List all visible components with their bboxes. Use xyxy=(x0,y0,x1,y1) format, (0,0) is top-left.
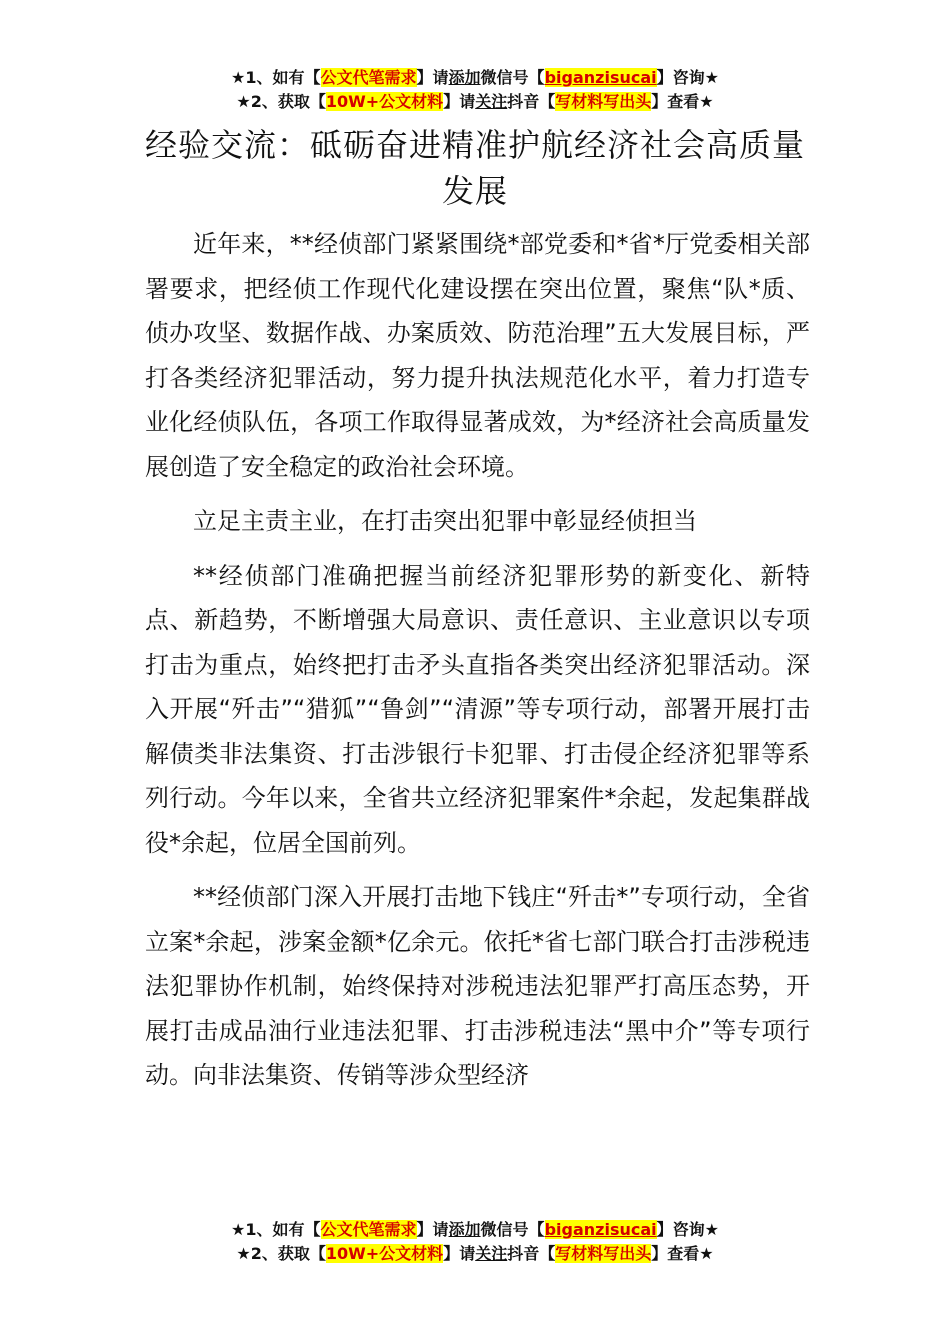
ad-line-1: ★1、如有【公文代笔需求】请添加微信号【biganzisucai】咨询★ xyxy=(231,68,719,87)
ad-douyin-id: 写材料写出头 xyxy=(555,1244,652,1263)
section-heading: 立足主责主业，在打击突出犯罪中彰显经侦担当 xyxy=(193,507,697,535)
ad-highlight-ghostwriting: 公文代笔需求 xyxy=(320,1220,417,1239)
footer-ad xyxy=(0,1218,950,1266)
ad-line-2: ★2、获取【10W+公文材料】请关注抖音【写材料写出头】查看★ xyxy=(236,1244,714,1263)
ad-line-2: ★2、获取【10W+公文材料】请关注抖音【写材料写出头】查看★ xyxy=(236,92,714,111)
paragraph-crackdown: **经侦部门准确把握当前经济犯罪形势的新变化、新特点、新趋势，不断增强大局意识、责任意识、主业意识以专项打击为重点，始终把打击矛头直指各类突出经济犯罪活动。深入开展“歼击”“猎狐”“鲁剑”“清源”等专项行动，部署开展打击解债类非法集资、打击涉银行卡犯罪、打击侵企经济犯罪等系列行动。今年以来，全省共立经济犯罪案件*余起，发起集群战役*余起，位居全国前列。 xyxy=(145,561,810,857)
ad-highlight-ghostwriting: 公文代笔需求 xyxy=(320,68,417,87)
ad-douyin-id: 写材料写出头 xyxy=(555,92,652,111)
ad-highlight-materials: 10W+公文材料 xyxy=(325,92,444,111)
ad-wechat-id: biganzisucai xyxy=(544,1220,657,1239)
document-title: 经验交流：砥砺奋进精准护航经济社会高质量发展 xyxy=(145,126,806,210)
ad-wechat-id: biganzisucai xyxy=(544,68,657,87)
paragraph-underground-banking: **经侦部门深入开展打击地下钱庄“歼击*”专项行动，全省立案*余起，涉案金额*亿余元。依托*省七部门联合打击涉税违法犯罪协作机制，始终保持对涉税违法犯罪严打高压态势，开展打击成品油行业违法犯罪、打击涉税违法“黑中介”等专项行动。向非法集资、传销等涉众型经济 xyxy=(145,883,810,1089)
ad-line-1: ★1、如有【公文代笔需求】请添加微信号【biganzisucai】咨询★ xyxy=(231,1220,719,1239)
ad-highlight-materials: 10W+公文材料 xyxy=(325,1244,444,1263)
document-body xyxy=(145,222,810,1108)
paragraph-intro: 近年来，**经侦部门紧紧围绕*部党委和*省*厅党委相关部署要求，把经侦工作现代化建设摆在突出位置，聚焦“队*质、侦办攻坚、数据作战、办案质效、防范治理”五大发展目标，严打各类经济犯罪活动，努力提升执法规范化水平，着力打造专业化经侦队伍，各项工作取得显著成效，为*经济社会高质量发展创造了安全稳定的政治社会环境。 xyxy=(145,230,810,481)
header-ad xyxy=(0,66,950,114)
